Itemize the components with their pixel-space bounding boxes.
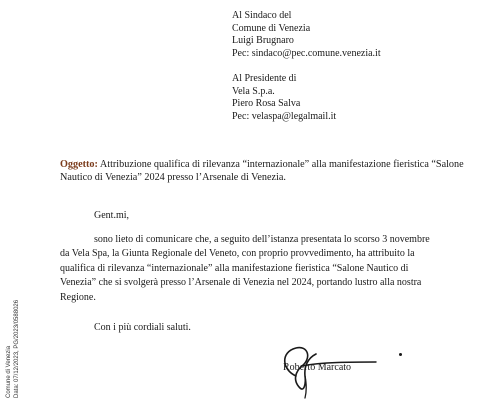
closing-salutation: Con i più cordiali saluti. bbox=[94, 322, 191, 333]
recipient-pec: Pec: velaspa@legalmail.it bbox=[232, 110, 337, 122]
body-line: da Vela Spa, la Giunta Regionale del Veneto, con proprio provvedimento, ha attribuito la bbox=[60, 248, 415, 260]
protocol-stamp bbox=[6, 300, 21, 398]
recipient-line: Piero Rosa Salva bbox=[232, 98, 301, 109]
protocol-stamp-line: Data: 07/12/2023, PG/2023/0588026 bbox=[13, 299, 20, 398]
recipient-block-president bbox=[232, 73, 336, 123]
recipient-line: Comune di Venezia bbox=[232, 22, 311, 34]
subject-paragraph bbox=[60, 159, 480, 184]
subject-label: Oggetto: bbox=[60, 159, 98, 170]
body-line: Venezia” che si svolgerà presso l’Arsenale di Venezia nel 2024, portando lustro alla nostra bbox=[60, 277, 422, 289]
recipient-line: Al Sindaco del bbox=[232, 10, 292, 21]
protocol-stamp-line: Comune di Venezia bbox=[6, 345, 12, 398]
greeting: Gent.mi, bbox=[94, 210, 129, 221]
recipient-line: Al Presidente di bbox=[232, 73, 297, 84]
body-line: qualifica di rilevanza “internazionale” alla manifestazione fieristica “Salone Nautico di bbox=[60, 262, 409, 274]
recipient-block-mayor bbox=[232, 10, 381, 60]
subject-text: Attribuzione qualifica di rilevanza “internazionale” alla manifestazione fieristica “Salone Nautico di Venezia” 2024 presso l’Arsenale di Venezia. bbox=[60, 159, 464, 183]
body-line: sono lieto di comunicare che, a seguito dell’istanza presentata lo scorso 3 novembre bbox=[94, 234, 430, 245]
letter-body bbox=[60, 233, 480, 305]
recipient-line: Luigi Brugnaro bbox=[232, 35, 294, 46]
body-line: Regione. bbox=[60, 291, 96, 303]
signature-dot bbox=[399, 353, 402, 356]
recipient-line: Vela S.p.a. bbox=[232, 85, 275, 97]
recipient-pec: Pec: sindaco@pec.comune.venezia.it bbox=[232, 47, 381, 59]
signatory-name: Roberto Marcato bbox=[283, 362, 352, 373]
